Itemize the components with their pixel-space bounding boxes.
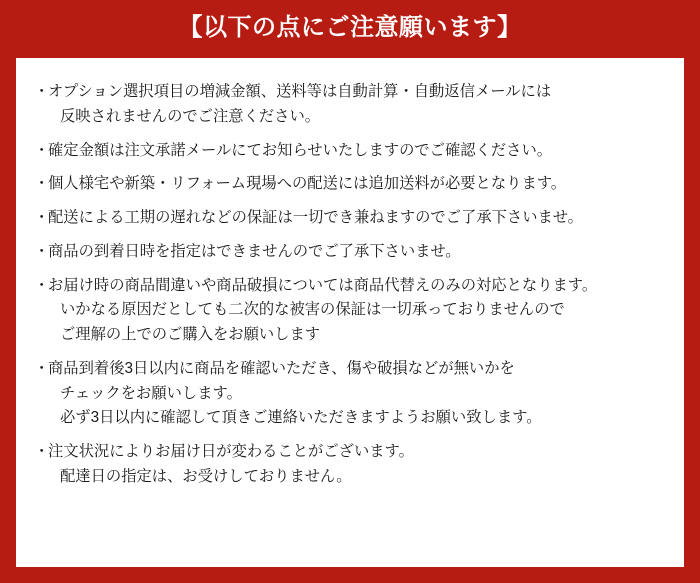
notice-item-line: 注文状況によりお届け日が変わることがございます。 [48,443,414,461]
notice-list [34,80,666,490]
bullet-icon: ・ [34,242,50,260]
notice-item-line: 商品の到着日時を指定はできませんのでご了承下さいませ。 [48,242,461,260]
notice-item [34,440,666,490]
bullet-icon: ・ [34,141,50,159]
notice-item [34,357,666,431]
notice-item [34,139,666,164]
notice-item [34,206,666,231]
notice-body-panel [16,58,684,567]
notice-item-line: 反映されませんのでご注意ください。 [60,107,321,125]
bullet-icon: ・ [34,443,50,461]
notice-item-line: いかなる原因だとしても二次的な被害の保証は一切承っておりませんので [60,301,565,319]
bullet-icon: ・ [34,276,50,294]
notice-item-line: チェックをお願いします。 [60,384,242,402]
notice-item-line: 配達日の指定は、お受けしておりません。 [60,467,352,485]
notice-item-line: ご理解の上でのご購入をお願いします [60,326,321,344]
notice-item-line: 配送による工期の遅れなどの保証は一切でき兼ねますのでご了承下さいませ。 [48,209,583,227]
notice-item [34,274,666,348]
notice-item-line: 必ず3日以内に確認して頂きご連絡いただきますようお願い致します。 [60,409,542,427]
bullet-icon: ・ [34,359,50,377]
notice-item [34,80,666,130]
notice-item-line: 確定金額は注文承諾メールにてお知らせいたしますのでご確認ください。 [48,141,553,159]
bullet-icon: ・ [34,175,50,193]
notice-item-line: 商品到着後3日以内に商品を確認いただき、傷や破損などが無いかを [48,359,515,377]
bullet-icon: ・ [34,83,50,100]
bullet-icon: ・ [34,209,50,227]
notice-item [34,240,666,265]
notice-item [34,172,666,197]
notice-item-line: オプション選択項目の増減金額、送料等は自動計算・自動返信メールには [48,83,552,100]
notice-item-line: 個人様宅や新築・リフォーム現場への配送には追加送料が必要となります。 [48,175,567,193]
notice-item-line: お届け時の商品間違いや商品破損については商品代替えのみの対応となります。 [48,276,598,294]
notice-title: 【以下の点にご注意願います】 [178,14,522,41]
